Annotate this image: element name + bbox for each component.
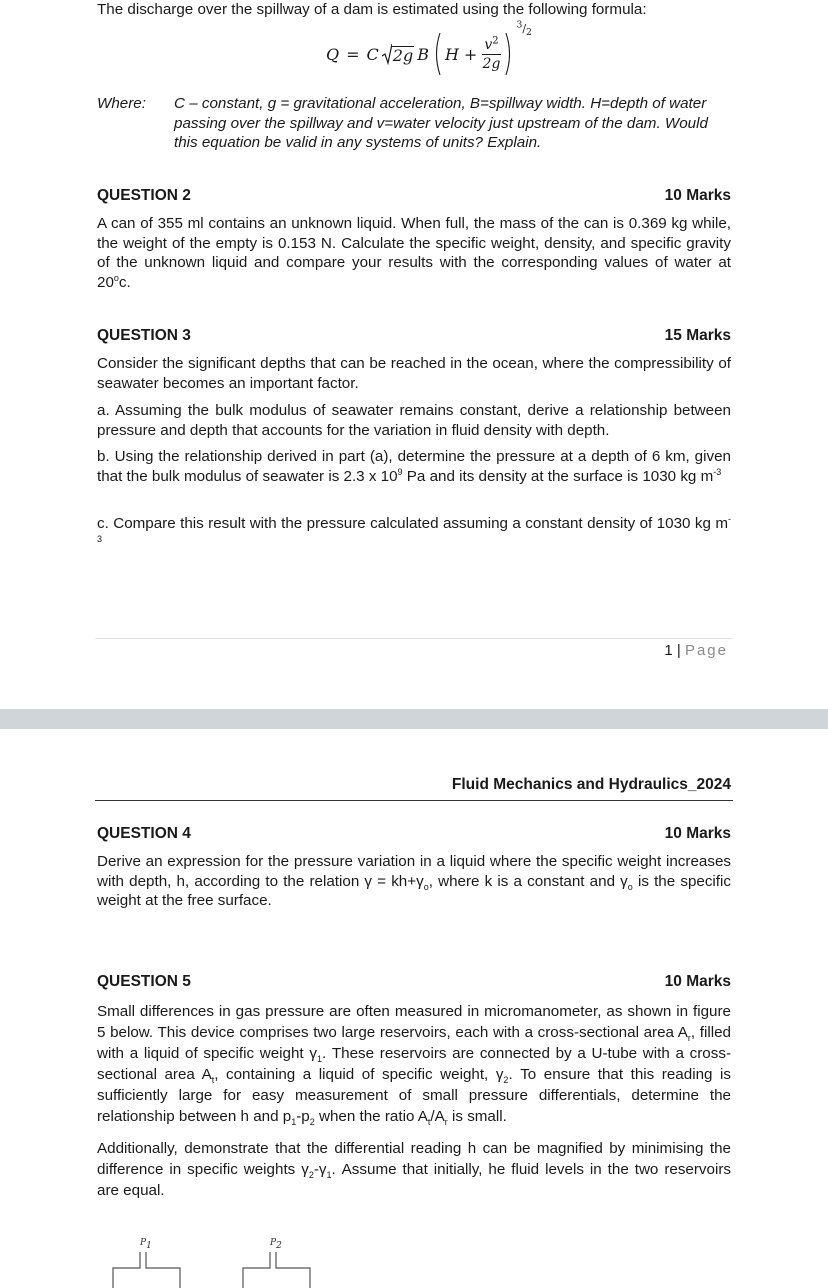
q5-p1-s1: r (687, 1033, 691, 1044)
question-4-title: QUESTION 4 (97, 825, 191, 842)
question-2-title: QUESTION 2 (97, 187, 191, 204)
question-4-marks: 10 Marks (664, 825, 731, 842)
question-3-part-a: a. Assuming the bulk modulus of seawater remains constant, derive a relationship between pressure and depth that accounts for the variation in fluid density with depth. (97, 402, 731, 439)
question-5-paragraph-1 (97, 1001, 731, 1127)
q5-p1-a: Small differences in gas pressure are often measured in micromanometer, as shown in figure 5 below. This device comprises two large reservoirs, each with a cross-sectional area A (97, 1003, 731, 1041)
q5-p1-s4: 2 (503, 1075, 509, 1086)
p1-letter: P (140, 1238, 147, 1248)
page-break-gap (0, 709, 828, 729)
q4-sub1: o (423, 881, 429, 892)
q3b-mid: Pa and its density at the surface is 1030 kg m (402, 467, 714, 485)
header-rule (95, 800, 733, 801)
q4-mid: , where k is a constant and γ (428, 872, 628, 890)
sqrt-sign-icon (382, 43, 392, 65)
exponent-den: 2 (526, 28, 532, 39)
q5-p1-s3: t (211, 1075, 215, 1086)
q3c-unit-exp: -3 (97, 513, 731, 544)
formula-h: H (444, 44, 459, 64)
q5-p1-b: , filled with a liquid of specific weight γ (97, 1024, 731, 1062)
q4-post: is the specific weight at the free surface. (97, 872, 731, 909)
q5-p2-c: . Assume that initially, he fluid levels in the two reservoirs are equal. (97, 1161, 731, 1199)
question-2-text (97, 214, 731, 292)
q3c-pre: c. Compare this result with the pressure calculated assuming a constant density of 1030 kg m (97, 515, 728, 532)
q5-p1-d: , containing a liquid of specific weight, γ (214, 1066, 504, 1083)
q3b-pre: b. Using the relationship derived in part (a), determine the pressure at a depth of 6 km, given that the bulk modulus of seawater is 2.3 x 10 (97, 448, 731, 485)
spillway-formula (326, 20, 532, 82)
formula-exponent: $^3/_2$ (516, 20, 532, 39)
formula-plus: + (463, 44, 478, 64)
fraction-denominator: 2g (482, 55, 501, 72)
p2-sub: 2 (276, 1240, 282, 1251)
q5-p2-s1: 2 (308, 1170, 314, 1181)
question-5-header (97, 973, 731, 991)
question-4-text (97, 852, 731, 911)
question-3-part-b (97, 447, 731, 486)
q5-p1-g: when the ratio A (314, 1108, 428, 1125)
page-separator: | (676, 642, 681, 659)
formula-q: Q (326, 44, 340, 64)
q5-p2-a: Additionally, demonstrate that the differential reading h can be magnified by minimising the difference in specific weights γ (97, 1140, 731, 1178)
footer-rule (95, 638, 733, 639)
formula-sqrt-content: 2g (392, 46, 414, 65)
micromanometer-figure (100, 1238, 330, 1288)
fraction-v-exp: 2 (492, 34, 499, 46)
q2-text-post: c. (118, 273, 131, 291)
question-5-marks: 10 Marks (664, 973, 731, 990)
where-label: Where: (97, 95, 146, 112)
p2-letter: P (270, 1238, 277, 1248)
question-3-part-c (97, 514, 731, 553)
q2-degree: o (113, 272, 119, 283)
q5-p1-e: . To ensure that this reading is sufficiently large for easy measurement of small pressure differentials, determine the relationship between h and p (97, 1066, 731, 1125)
q5-p1-h: /A (430, 1108, 445, 1125)
fraction-v: v (484, 36, 493, 53)
course-header-title: Fluid Mechanics and Hydraulics_2024 (451, 776, 731, 793)
q5-p1-i: is small. (447, 1108, 507, 1125)
reservoir-drawing (100, 1238, 330, 1288)
page-word: Page (684, 642, 728, 659)
page-footer (620, 642, 728, 659)
right-paren-icon (504, 31, 514, 77)
question-3-header (97, 327, 731, 345)
question-5-paragraph-2 (97, 1138, 731, 1201)
q5-p1-s8: r (444, 1117, 448, 1128)
formula-c: C (366, 44, 379, 64)
where-text: C – constant, g = gravitational acceleration, B=spillway width. H=depth of water passing over the spillway and v=water velocity just upstream of the dam. Would this equation be valid in any systems of units? Explain. (174, 95, 708, 151)
q5-p1-f: -p (296, 1108, 310, 1125)
question-3-intro: Consider the significant depths that can be reached in the ocean, where the compressibility of seawater becomes an important factor. (97, 355, 731, 392)
question-2-header (97, 187, 731, 205)
formula-sqrt (382, 43, 414, 65)
question-2-marks: 10 Marks (664, 187, 731, 204)
q3b-unit-exp: -3 (713, 466, 722, 477)
q4-pre: Derive an expression for the pressure variation in a liquid where the specific weight increases with depth, h, according to the relation γ = kh+γ (97, 853, 731, 890)
q5-p2-s2: 1 (326, 1170, 332, 1181)
exponent-num: 3 (516, 20, 523, 31)
q5-p1-s7: t (427, 1117, 431, 1128)
formula-fraction (482, 36, 500, 73)
fraction-numerator (482, 36, 500, 55)
question-5-title: QUESTION 5 (97, 973, 191, 990)
q5-p1-s2: 1 (316, 1054, 322, 1065)
left-paren-icon (432, 31, 442, 77)
p1-sub: 1 (146, 1240, 152, 1251)
q5-p1-s5: 1 (291, 1117, 297, 1128)
q2-text-pre: A can of 355 ml contains an unknown liquid. When full, the mass of the can is 0.369 kg while, the weight of the empty is 0.153 N. Calculate the specific weight, density, and specific gravity of the unknown liquid and compare your results with the corresponding values of water at 20 (97, 215, 731, 291)
intro-text: The discharge over the spillway of a dam is estimated using the following formula: (97, 1, 647, 18)
question-4-header (97, 825, 731, 843)
q5-p1-s6: 2 (309, 1117, 315, 1128)
q5-p1-c: . These reservoirs are connected by a U-tube with a cross-sectional area A (97, 1045, 732, 1083)
question-3-marks: 15 Marks (664, 327, 731, 344)
formula-equals: = (346, 44, 360, 64)
page-number: 1 (664, 642, 673, 659)
formula-b: B (417, 44, 429, 64)
question-3-title: QUESTION 3 (97, 327, 191, 344)
q3b-exp: 9 (397, 466, 403, 477)
q5-p2-b: -γ (313, 1161, 327, 1178)
q4-sub2: o (627, 881, 633, 892)
